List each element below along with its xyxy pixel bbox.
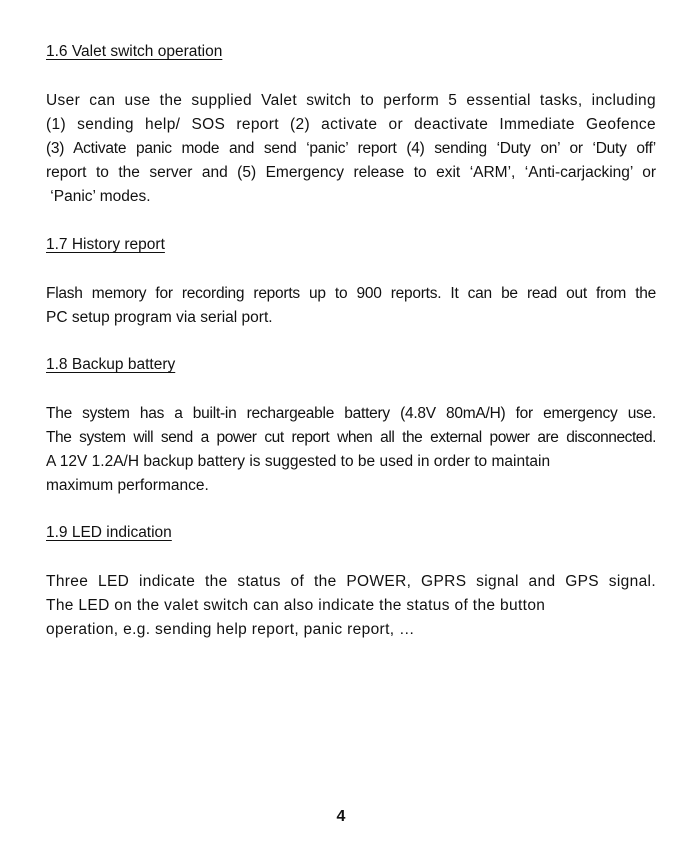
- section-body-led-indication: [46, 570, 656, 642]
- paragraph-line: Flash memory for recording reports up to 900 reports. It can be read out from the: [46, 285, 656, 302]
- section-body-history-report: [46, 282, 656, 330]
- section-heading-valet-switch: 1.6 Valet switch operation: [46, 43, 223, 60]
- paragraph-line: (1) sending help/ SOS report (2) activate or deactivate Immediate Geofence: [46, 116, 656, 133]
- paragraph-line: ‘Panic’ modes.: [46, 188, 151, 205]
- paragraph-line: The LED on the valet switch can also indicate the status of the button: [46, 597, 546, 614]
- section-heading-led-indication: 1.9 LED indication: [46, 524, 172, 541]
- paragraph-line: report to the server and (5) Emergency release to exit ‘ARM’, ‘Anti-carjacking’ or: [46, 164, 656, 181]
- section-heading-history-report: 1.7 History report: [46, 236, 165, 253]
- section-heading-backup-battery: 1.8 Backup battery: [46, 356, 176, 373]
- paragraph-line: PC setup program via serial port.: [46, 309, 273, 326]
- section-body-valet-switch: [46, 89, 656, 209]
- paragraph-line: User can use the supplied Valet switch to perform 5 essential tasks, including: [46, 92, 656, 109]
- paragraph-line: The system will send a power cut report when all the external power are disconnected.: [46, 429, 656, 446]
- paragraph-line: (3) Activate panic mode and send ‘panic’ report (4) sending ‘Duty on’ or ‘Duty off’: [46, 140, 656, 157]
- paragraph-line: A 12V 1.2A/H backup battery is suggested to be used in order to maintain: [46, 453, 551, 470]
- section-body-backup-battery: [46, 402, 656, 498]
- paragraph-line: The system has a built-in rechargeable battery (4.8V 80mA/H) for emergency use.: [46, 405, 656, 422]
- paragraph-line: maximum performance.: [46, 477, 209, 494]
- paragraph-line: operation, e.g. sending help report, panic report, …: [46, 621, 415, 638]
- page-number: 4: [336, 808, 346, 825]
- paragraph-line: Three LED indicate the status of the POWER, GPRS signal and GPS signal.: [46, 573, 656, 590]
